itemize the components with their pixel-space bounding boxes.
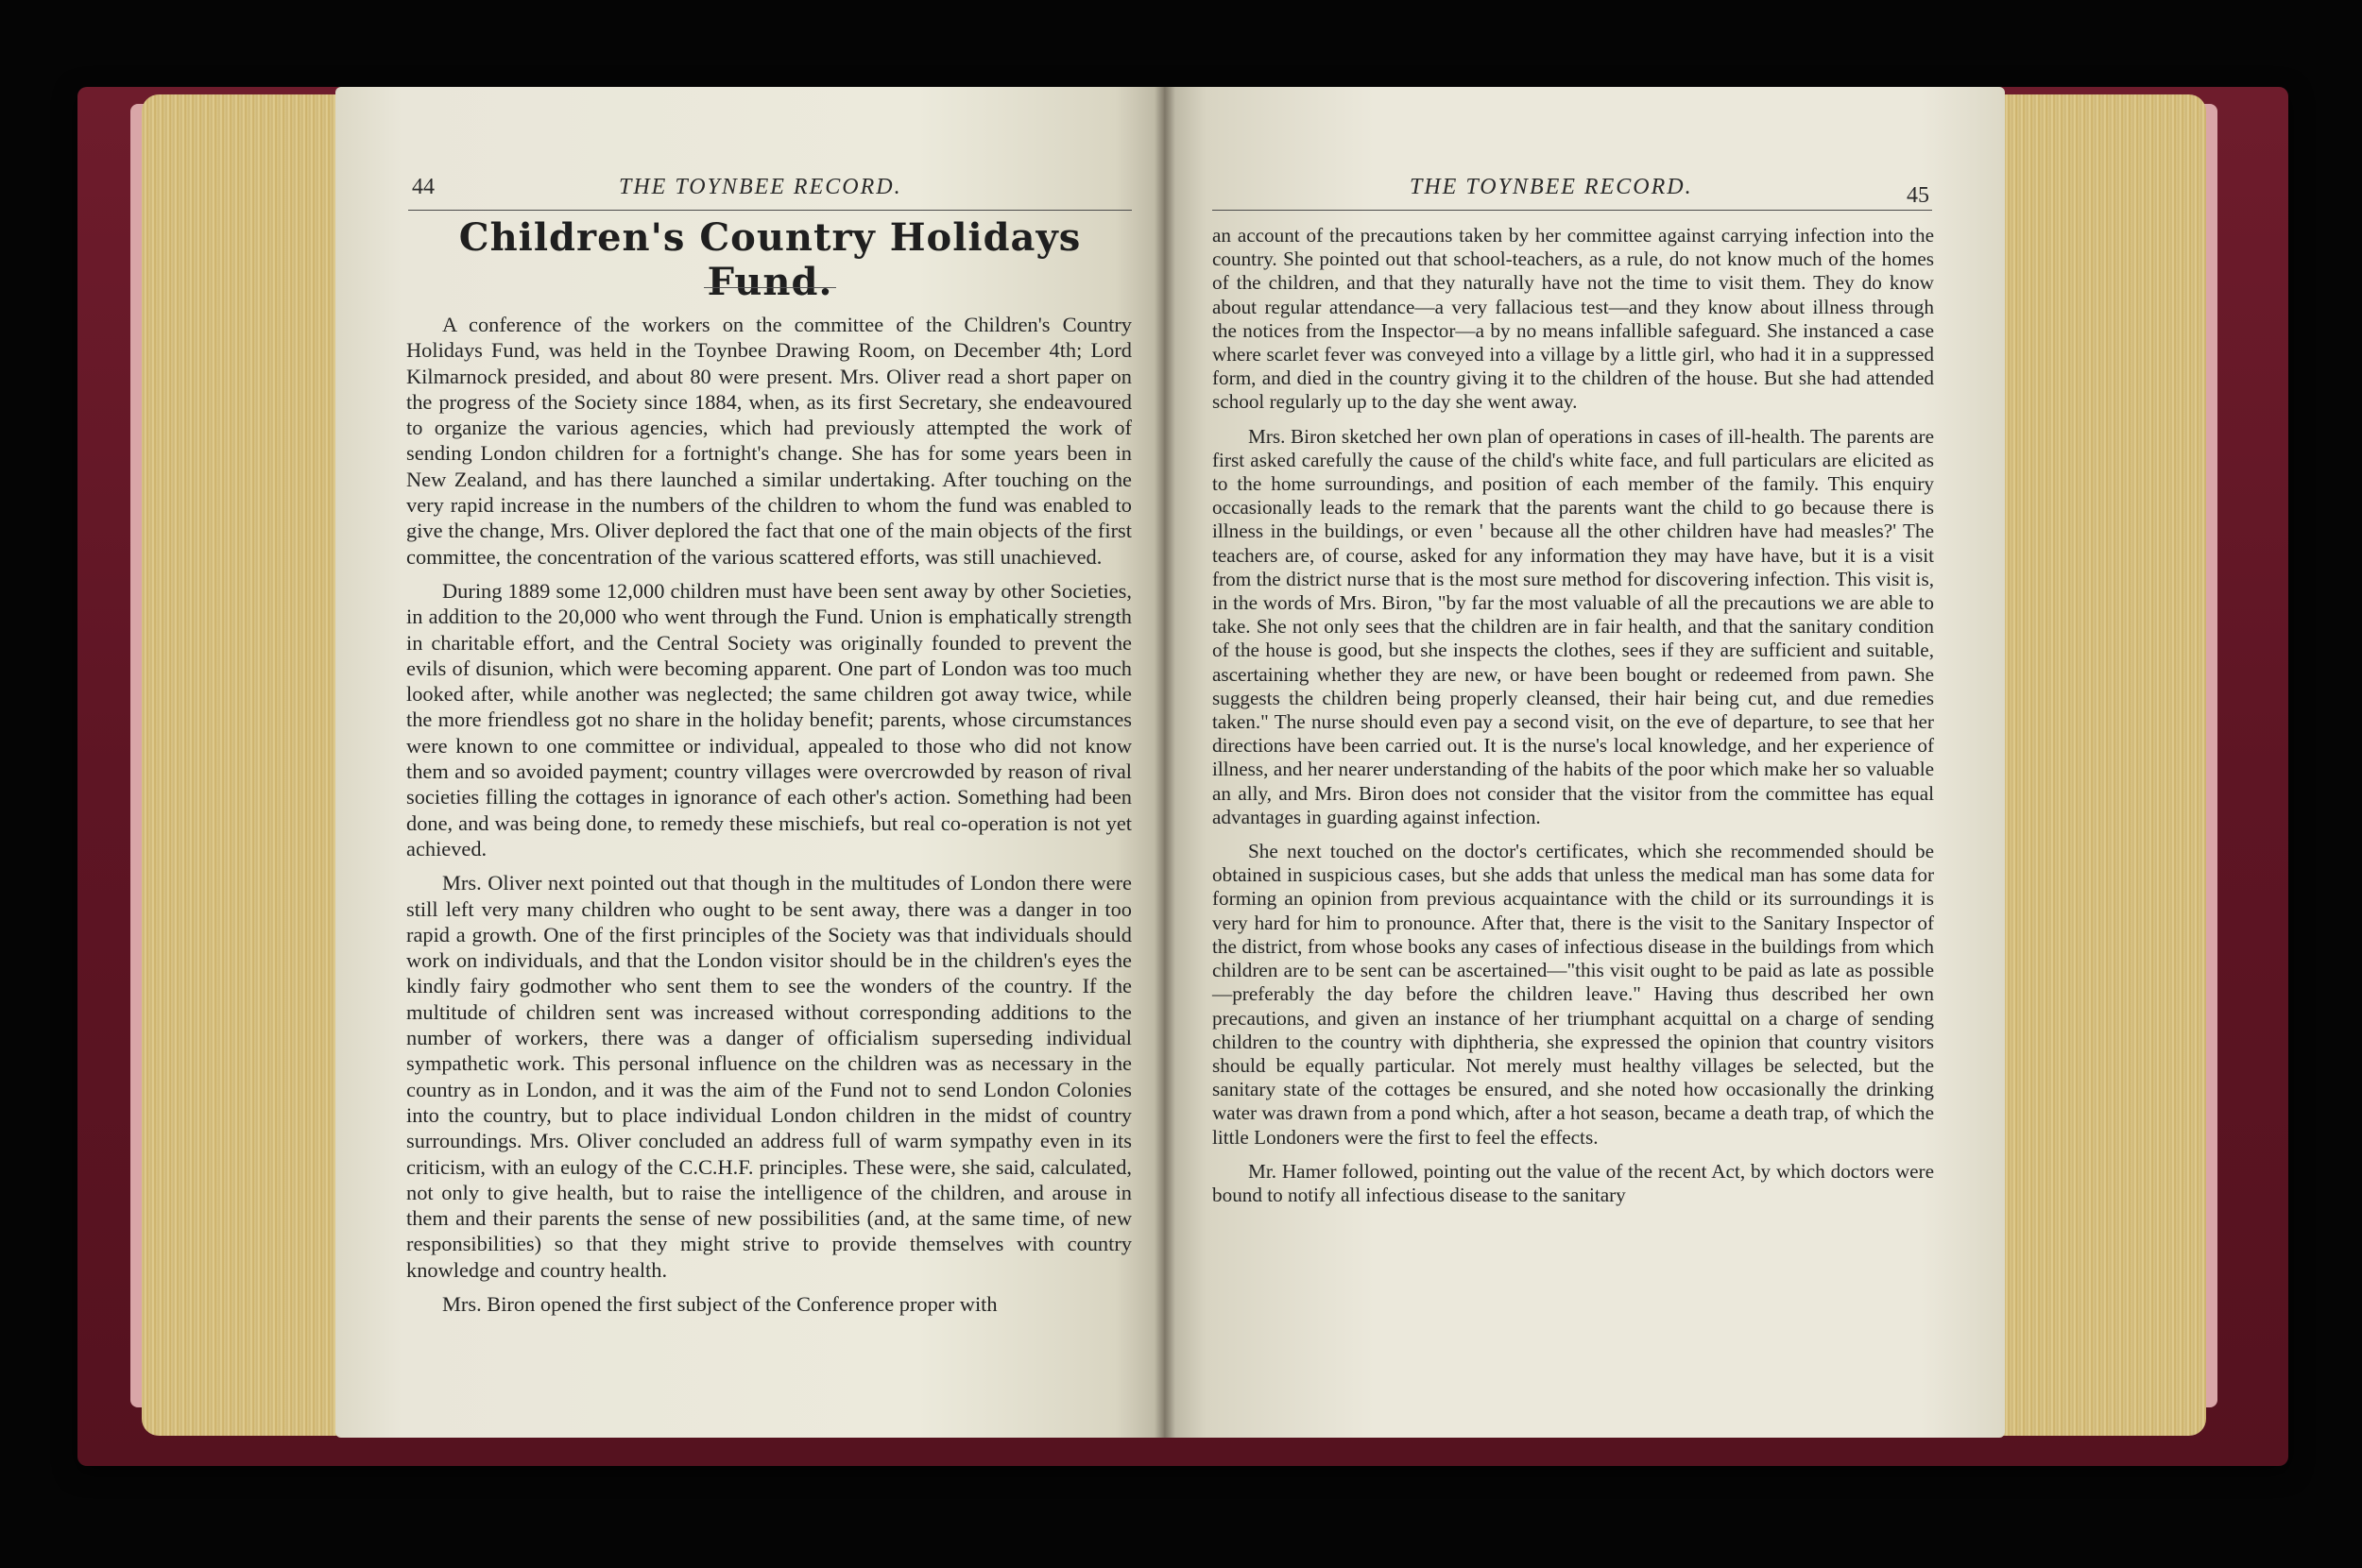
paragraph: Mrs. Biron sketched her own plan of operations in cases of ill-health. The parents are first asked carefully the cause of the child's white face, and full particulars are elicited as to the home surroundings, and position of each member of the family. This enquiry occasionally leads to the remark that the parents want the child to go because there is illness in the buildings, or even ' because all the other children have had measles?' The teachers are, of course, asked for any information they may have have, but it is a visit from the district nurse that is the most sure method for discovering infection. This visit is, in the words of Mrs. Biron, "by far the most valuable of all the precautions we are able to take. She not only sees that the children are in fair health, and that the sanitary condition of the house is good, but she inspects the clothes, sees if they are sufficient and suitable, ascertaining whether they are new, or have been bought or redeemed from pawn. She suggests the children being properly cleansed, their hair being cut, and due remedies taken." The nurse should even pay a second visit, on the eve of departure, to see that her directions have been carried out. It is the nurse's local knowledge, and her experience of illness, and her nearer understanding of the habits of the poor which make her so valuable an ally, and Mrs. Biron does not consider that the visitor from the committee has equal advantages in guarding against infection. [1212,424,1934,828]
paragraph: During 1889 some 12,000 children must have been sent away by other Societies, in addition to the 20,000 who went through the Fund. Union is emphatically strength in charitable effort, and the Central Society was originally founded to prevent the evils of disunion, which were becoming apparent. One part of London was too much looked after, while another was neglected; the same children got away twice, while the more friendless got no share in the holiday benefit; parents, whose circumstances were known to one committee or individual, appealed to those who did not know them and so avoided payment; country villages were overcrowded by reason of rival societies filling the cottages in ignorance of each other's action. Something had been done, and was being done, to remedy these mischiefs, but real co-operation is not yet achieved. [406,578,1132,861]
left-header-rule [408,210,1132,211]
right-page-body [1212,224,1934,1218]
page-edge-tint-right [2204,104,2217,1407]
paragraph: Mrs. Biron opened the first subject of the Conference proper with [442,1291,998,1316]
title-rule [704,287,836,288]
left-page-body [406,312,1132,1325]
page-block-left [142,94,340,1436]
paragraph: Mrs. Oliver next pointed out that though in the multitudes of London there were still left very many children who ought to be sent away, there was a danger in too rapid a growth. One of the first principles of the Society was that individuals should work on individuals, and that the London visitor should be in the children's eyes the kindly fairy godmother who sent them to see the wonders of the country. If the multitude of children sent was increased without corresponding additions to the number of workers, there was a danger of officialism superseding individual sympathetic work. This personal influence on the children was as necessary in the country as in London, and it was the aim of the Fund not to send London Colonies into the country, but to place individual London children in the midst of country surroundings. Mrs. Oliver concluded an address full of warm sympathy even in its criticism, with an eulogy of the C.C.H.F. principles. These were, she said, calculated, not only to give health, but to raise the intelligence of the children, and arouse in them and their parents the sense of new possibilities (and, at the same time, of new responsibilities) so that they might strive to provide themselves with country knowledge and country health. [406,871,1132,1282]
paragraph: She next touched on the doctor's certificates, which she recommended should be obtained in suspicious cases, but she adds that unless the medical man has some data for forming an opinion from previous acquaintance with the child or its surroundings it is very hard for him to pronounce. After that, there is the visit to the Sanitary Inspector of the district, from whose books any cases of infectious disease in the buildings from which children are to be sent can be ascertained—"this visit ought to be paid as late as possible—preferably the day before the children leave." Having thus described her own precautions, and given an instance of her triumphant acquittal on a charge of sending children to the country with diphtheria, she expressed the opinion that country visitors should be equally particular. Not merely must healthy villages be selected, but the sanitary state of the cottages be ensured, and she noted how occasionally the drinking water was drawn from a pond which, after a hot season, became a death trap, of which the little Londoners were the first to feel the effects. [1212,840,1934,1149]
article-title: Children's Country Holidays Fund. [458,215,1082,304]
right-page-number: 45 [1907,183,1929,208]
paragraph: Mr. Hamer followed, pointing out the value of the recent Act, by which doctors were bound to notify all infectious disease to the sanitary [1212,1159,1934,1206]
right-header-rule [1212,210,1932,211]
book-gutter [1155,87,1175,1438]
paragraph: A conference of the workers on the committee of the Children's Country Holidays Fund, was held in the Toynbee Drawing Room, on December 4th; Lord Kilmarnock presided, and about 80 were present. Mrs. Oliver read a short paper on the progress of the Society since 1884, when, as its first Secretary, she endeavoured to organize the various agencies, which had previously attempted the work of sending London children for a fortnight's change. She has for some years been in New Zealand, and has there launched a similar undertaking. After touching on the very rapid increase in the numbers of the children to whom the fund was enabled to give the change, Mrs. Oliver deplored the fact that one of the main objects of the first committee, the concentration of the various scattered efforts, was still unachieved. [406,313,1132,569]
page-block-right [2003,94,2206,1436]
right-running-head: THE TOYNBEE RECORD. [1410,175,1693,199]
left-page-number: 44 [412,175,435,199]
paragraph: an account of the precautions taken by her committee against carrying infection into the country. She pointed out that school-teachers, as a rule, do not know much of the homes of the children, and that they naturally have not the time to visit them. They do know about regular attendance—a very fallacious test—and they know about illness through the notices from the Inspector—a by no means infallible safeguard. She instanced a case where scarlet fever was conveyed into a village by a little girl, who had it in a suppressed form, and died in the country giving it to the children of the house. But she had attended school regularly up to the day she went away. [1212,224,1934,414]
left-running-head: THE TOYNBEE RECORD. [619,175,902,199]
